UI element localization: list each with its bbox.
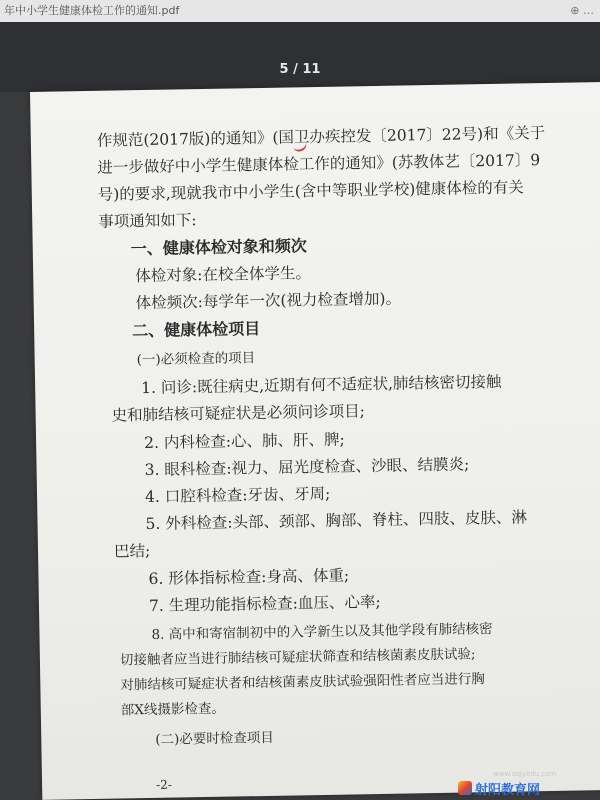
viewer-toolbar <box>0 22 600 92</box>
logo-text: 射阳教育网 <box>475 782 541 798</box>
window-title: 年中小学生健康体检工作的通知.pdf <box>4 4 180 17</box>
section-heading: 二、健康体检项目 <box>132 319 261 341</box>
body-line: 作规范(2017版)的通知》(国卫办疾控发〔2017〕22号)和《关于 <box>96 124 546 150</box>
watermark-url: www.sqjyedu.com <box>493 770 557 778</box>
subsection-heading: (一)必须检查的项目 <box>136 350 256 369</box>
watermark-logo <box>458 778 540 798</box>
document-page <box>30 82 600 800</box>
page-indicator[interactable]: 5 / 11 <box>279 62 321 77</box>
list-item: 6. 形体指标检查:身高、体重; <box>148 566 350 589</box>
body-line: 体检频次:每学年一次(视力检查增加)。 <box>135 289 402 313</box>
list-item: 8. 高中和寄宿制初中的入学新生以及其他学段有肺结核密 <box>151 621 493 643</box>
section-heading: 一、健康体检对象和频次 <box>130 236 307 259</box>
window-controls[interactable]: ⊕ … <box>570 4 594 17</box>
body-line: 体检对象:在校全体学生。 <box>135 264 312 286</box>
list-item-continuation: 对肺结核可疑症状者和结核菌素皮肤试验强阳性者应当进行胸 <box>120 671 485 694</box>
list-item: 1. 问诊:既往病史,近期有何不适症状,肺结核密切接触 <box>141 372 502 398</box>
list-item-continuation: 史和肺结核可疑症状是必须问诊项目; <box>111 402 366 425</box>
list-item: 7. 生理功能指标检查:血压、心率; <box>148 592 381 616</box>
window-title-bar <box>0 0 600 22</box>
logo-icon <box>458 781 472 795</box>
list-item: 4. 口腔科检查:牙齿、牙周; <box>144 484 331 507</box>
list-item-continuation: 部X线摄影检查。 <box>120 700 226 719</box>
list-item-continuation: 切接触者应当进行肺结核可疑症状筛查和结核菌素皮肤试验; <box>119 646 476 669</box>
list-item-continuation: 巴结; <box>113 541 151 561</box>
body-line: 号)的要求,现就我市中小学生(含中等职业学校)健康体检的有关 <box>97 178 524 204</box>
body-line: 事项通知如下: <box>98 211 197 231</box>
page-number: -2- <box>155 777 172 792</box>
body-line: 进一步做好中小学生健康体检工作的通知》(苏教体艺〔2017〕9 <box>97 151 541 177</box>
list-item: 2. 内科检查:心、肺、肝、脾; <box>143 430 345 453</box>
list-item: 5. 外科检查:头部、颈部、胸部、脊柱、四肢、皮肤、淋 <box>145 508 528 534</box>
subsection-heading: (二)必要时检查项目 <box>155 729 274 748</box>
list-item: 3. 眼科检查:视力、屈光度检查、沙眼、结膜炎; <box>144 455 470 480</box>
